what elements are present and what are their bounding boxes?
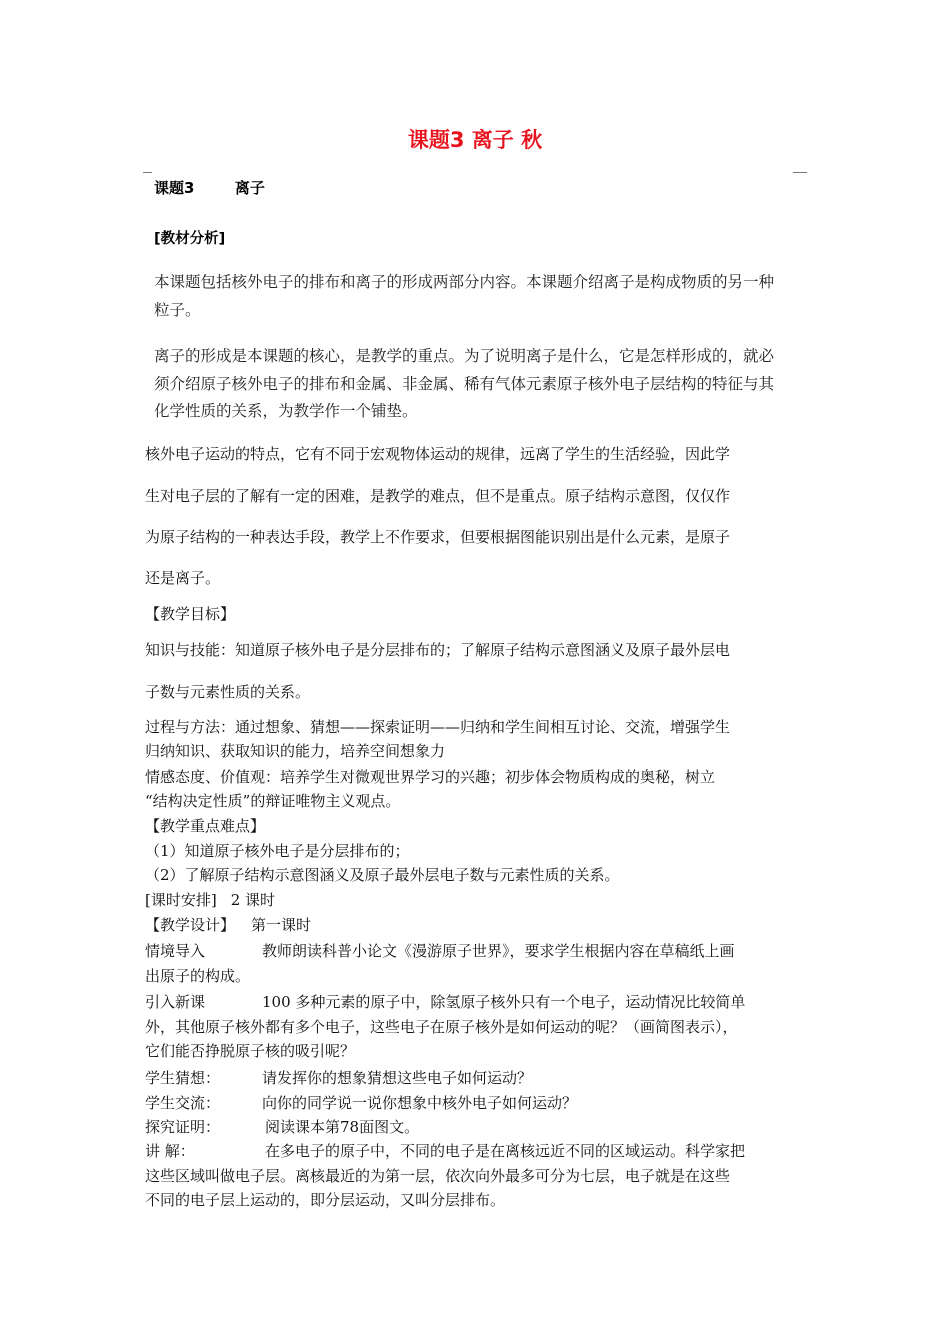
step-line: 请发挥你的想象猜想这些电子如何运动？: [262, 1069, 533, 1087]
step-line: 在多电子的原子中，不同的电子是在离核远近不同的区域运动。科学家把: [265, 1142, 746, 1160]
image-para1-line: 粒子。: [154, 301, 201, 319]
key-points-heading: 【教学重点难点】: [145, 817, 266, 835]
goals-heading: 【教学目标】: [145, 605, 236, 623]
lesson-name: 离子: [234, 179, 265, 197]
header-rule-right: [793, 172, 807, 173]
step-line: 教师朗读科普小论文《漫游原子世界》，要求学生根据内容在草稿纸上画: [262, 942, 735, 960]
step-line: 出原子的构成。: [145, 967, 251, 985]
key-point-item: （2）了解原子结构示意图涵义及原子最外层电子数与元素性质的关系。: [145, 866, 620, 884]
design-line: [145, 914, 311, 935]
step-line: 不同的电子层上运动的，即分层运动，又叫分层排布。: [145, 1191, 506, 1209]
lesson-number: 课题3: [154, 179, 195, 197]
section-label: [教材分析]: [154, 231, 226, 247]
step-line: 这些区域叫做电子层。离核最近的为第一层，依次向外最多可分为七层，电子就是在这些: [145, 1167, 731, 1185]
step-label: 情境导入: [145, 942, 206, 960]
schedule-label: [课时安排]: [145, 891, 217, 909]
step-line: 外，其他原子核外都有多个电子，这些电子在原子核外是如何运动的呢？（画简图表示），: [145, 1018, 738, 1036]
step-label: 探究证明：: [145, 1118, 221, 1136]
process-line: 归纳知识、获取知识的能力，培养空间想象力: [145, 742, 446, 760]
knowledge-line: 子数与元素性质的关系。: [145, 683, 311, 701]
image-para2-line: 化学性质的关系，为教学作一个铺垫。: [154, 402, 418, 420]
emotion-line: 情感态度、价值观：培养学生对微观世界学习的兴趣；初步体会物质构成的奥秘，树立: [145, 768, 716, 786]
analysis-line: 还是离子。: [145, 569, 221, 587]
schedule-value: 2 课时: [230, 891, 276, 909]
step-label: 讲 解：: [145, 1142, 195, 1160]
emotion-line: “结构决定性质”的辩证唯物主义观点。: [145, 792, 401, 810]
key-point-item: （1）知道原子核外电子是分层排布的；: [145, 842, 410, 860]
process-line: 过程与方法：通过想象、猜想——探索证明——归纳和学生间相互讨论、交流，增强学生: [145, 718, 731, 736]
step-label: 学生猜想：: [145, 1069, 221, 1087]
design-value: 第一课时: [251, 916, 312, 934]
step-line: 100 多种元素的原子中，除氢原子核外只有一个电子，运动情况比较简单: [262, 993, 746, 1011]
image-para2-line: 须介绍原子核外电子的排布和金属、非金属、稀有气体元素原子核外电子层结构的特征与其: [154, 375, 775, 393]
design-label: 【教学设计】: [145, 916, 236, 934]
header-rule-left: [143, 172, 152, 173]
analysis-line: 为原子结构的一种表达手段，教学上不作要求，但要根据图能识别出是什么元素，是原子: [145, 528, 731, 546]
schedule-line: [145, 889, 275, 910]
analysis-line: 生对电子层的了解有一定的困难，是教学的难点，但不是重点。原子结构示意图，仅仅作: [145, 487, 731, 505]
image-para2-line: 离子的形成是本课题的核心，是教学的重点。为了说明离子是什么，它是怎样形成的，就必: [154, 347, 775, 365]
step-line: 阅读课本第78面图文。: [265, 1118, 420, 1136]
step-line: 它们能否挣脱原子核的吸引呢？: [145, 1042, 356, 1060]
step-label: 学生交流：: [145, 1094, 221, 1112]
analysis-line: 核外电子运动的特点，它有不同于宏观物体运动的规律，远离了学生的生活经验，因此学: [145, 445, 731, 463]
step-label: 引入新课: [145, 993, 206, 1011]
image-para1-line: 本课题包括核外电子的排布和离子的形成两部分内容。本课题介绍离子是构成物质的另一种: [154, 273, 775, 291]
step-line: 向你的同学说一说你想象中核外电子如何运动？: [262, 1094, 578, 1112]
knowledge-line: 知识与技能：知道原子核外电子是分层排布的；了解原子结构示意图涵义及原子最外层电: [145, 641, 731, 659]
document-title: 课题3 离子 秋: [407, 128, 543, 152]
